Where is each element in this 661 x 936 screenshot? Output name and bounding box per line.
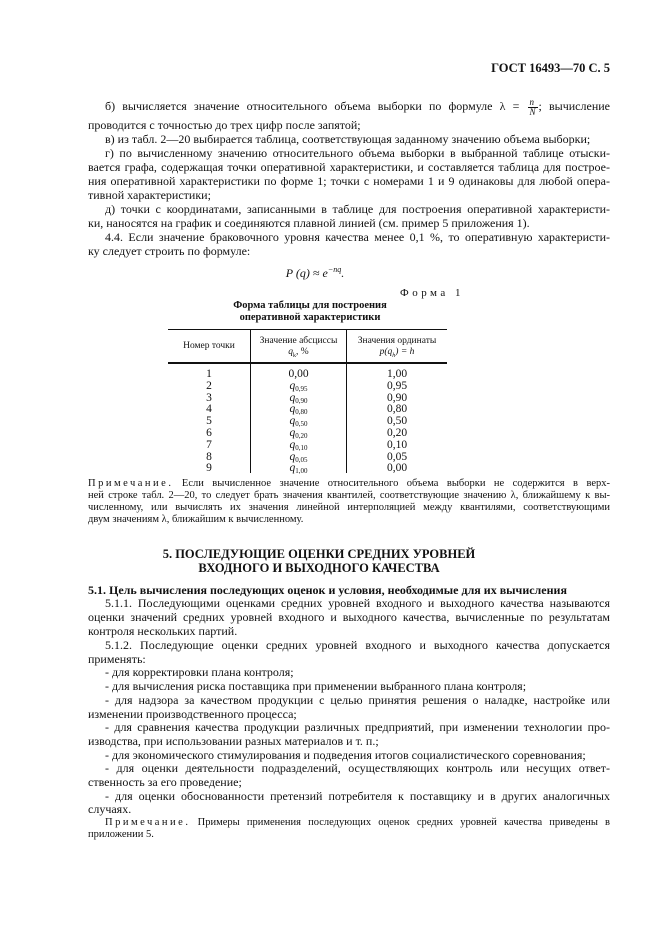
quantile-symbol: q: [289, 403, 296, 416]
text: ; вычисление: [538, 99, 610, 113]
paragraph-g-line: ния оперативной характеристики по форме 1; точки с номерами 1 и 9 одинаковы для любой опера-: [88, 174, 610, 188]
ordinate-value: 0,10: [386, 438, 408, 451]
list-item-continuation: изменении производственного процесса;: [88, 707, 297, 721]
note-line: ней строке табл. 2—20, то следует брать значения квантилей, соответствующие значению λ, ближайшему к вы-: [88, 490, 610, 501]
fraction-denominator: N: [529, 106, 536, 115]
ordinate-value: 0,05: [386, 450, 408, 463]
table-cell-ordinate: [347, 415, 447, 427]
table-cell-point: [168, 439, 250, 451]
table-cell-ordinate: [347, 462, 447, 474]
table-cell-abscissa: [251, 403, 346, 415]
paragraph-b-line: проводится с точностью до трех цифр после запятой;: [88, 118, 361, 132]
point-number: 2: [206, 379, 212, 392]
paragraph-4-4-line: 4.4. Если значение браковочного уровня качества менее 0,1 %, то оперативную характеристи-: [105, 230, 610, 244]
paragraph-5-1-1-line: оценки значений средних уровней входного и выходного качества, вычисленные по результатам: [88, 610, 610, 624]
paragraph-g-line: г) по вычисленному значению относительного объема выборки в выбранной таблице отыски-: [105, 146, 610, 160]
section-heading: ВХОДНОГО И ВЫХОДНОГО КАЧЕСТВА: [198, 561, 440, 575]
list-item: - для экономического стимулирования и подведения итогов социалистического соревнования;: [105, 748, 586, 762]
list-item-continuation: случаях.: [88, 802, 132, 816]
quantile-subscript: 0,05: [295, 455, 308, 464]
paragraph-5-1-1-line: контроля нескольких партий.: [88, 624, 238, 638]
list-item: - для оценки обоснованности претензий потребителя к поставщику и в других аналогичных: [105, 789, 610, 803]
point-number: 4: [206, 403, 212, 416]
paragraph-g-line: вается графа, содержащая точки оперативной характеристики, и составляется таблица для построе-: [88, 160, 610, 174]
unit: , %: [296, 347, 309, 357]
list-item: - для вычисления риска поставщика при применении выбранного плана контроля;: [105, 679, 527, 693]
quantile-symbol: q: [289, 450, 296, 463]
paragraph-d-line: ки, наносятся на график и соединяются плавной линией (см. пример 5 приложения 1).: [88, 216, 530, 230]
fraction-numerator: n: [528, 98, 538, 108]
note-text: Если вычисленное значение относительного объема выборки не содержится в верх-: [181, 478, 610, 489]
ordinate-value: 0,00: [386, 462, 408, 475]
table-cell-ordinate: [347, 439, 447, 451]
header-symbol: [347, 347, 447, 362]
formula: [0, 265, 630, 281]
ordinate-value: 0,90: [386, 391, 408, 404]
paragraph-4-4-line: ку следует строить по формуле:: [88, 244, 251, 258]
paragraph-g-line: тивной характеристики;: [88, 188, 211, 202]
paragraph-b-line: [105, 97, 610, 115]
paragraph-v: в) из табл. 2—20 выбирается таблица, соответствующая заданному значению объема выборки;: [105, 132, 591, 146]
subscript: k: [293, 352, 297, 359]
note-text: Примеры применения последующих оценок средних уровней качества приведены в: [197, 817, 610, 828]
table-cell-point: [168, 451, 250, 463]
table-header-rule: [168, 362, 447, 364]
table-cell-point: [168, 368, 250, 380]
table-cell-abscissa: [251, 392, 346, 404]
text: б) вычисляется значение относительного объема выборки по формуле λ =: [105, 99, 520, 113]
form-label: Форма 1: [400, 287, 465, 299]
table-cell-abscissa: [251, 368, 346, 380]
quantile-symbol: q: [289, 379, 296, 392]
point-number: 5: [206, 415, 212, 428]
formula-base: P (q) ≈ e: [285, 266, 328, 280]
note-label: Примечание.: [105, 817, 191, 828]
quantile-symbol: q: [289, 438, 296, 451]
table-header-abscissa: [251, 336, 346, 362]
note-line: [88, 478, 610, 490]
header-text: Значение абсциссы: [259, 336, 338, 346]
list-item-continuation: изводства, при использовании разных материалов и т. п.;: [88, 734, 379, 748]
note-line: [105, 817, 610, 829]
table-cell-ordinate: [347, 380, 447, 392]
table-cell-abscissa: [251, 462, 346, 474]
table-top-rule: [168, 329, 447, 330]
list-item: - для сравнения качества продукции различных предприятий, при изменении технологии про-: [105, 720, 610, 734]
table-title: оперативной характеристики: [239, 312, 381, 323]
point-number: 6: [206, 427, 212, 439]
table-cell-point: [168, 427, 250, 439]
note-line: приложении 5.: [88, 829, 154, 840]
formula-end: .: [341, 266, 345, 280]
point-number: 3: [206, 391, 212, 404]
table-cell-ordinate: [347, 427, 447, 439]
point-number: 1: [206, 368, 212, 380]
table-cell-abscissa: [251, 415, 346, 427]
quantile-subscript: 1,00: [295, 467, 308, 476]
paragraph-d-line: д) точки с координатами, записанными в таблице для построения оперативной характеристи-: [105, 202, 610, 216]
list-item: - для корректировки плана контроля;: [105, 665, 294, 679]
ordinate-value: 0,50: [386, 415, 408, 428]
header-text: Значения ординаты: [357, 336, 437, 346]
point-number: 9: [206, 462, 212, 475]
page-header: ГОСТ 16493—70 С. 5: [491, 61, 610, 75]
table-cell-abscissa: [251, 380, 346, 392]
note-line: двум значениям λ, ближайшим к вычисленному.: [88, 514, 304, 525]
subscript: h: [392, 352, 396, 359]
point-number: 8: [206, 450, 212, 463]
table-cell-point: [168, 392, 250, 404]
point-number: 7: [206, 438, 212, 451]
ordinate-value: 1,00: [386, 368, 408, 380]
table-cell-point: [168, 415, 250, 427]
quantile-symbol: q: [289, 462, 296, 475]
quantile-subscript: 0,50: [295, 420, 308, 429]
quantile-symbol: q: [289, 391, 296, 404]
quantile-symbol: q: [289, 415, 296, 428]
abscissa-value: 0,00: [288, 368, 309, 380]
quantile-subscript: 0,90: [295, 396, 308, 405]
symbol: q: [288, 347, 294, 357]
table-cell-point: [168, 462, 250, 474]
table-cell-abscissa: [251, 427, 346, 439]
paragraph-5-1-2-line: применять:: [88, 652, 146, 666]
note-line: численному, или вычислять их значения линейной интерполяцией между квантилями, соответствующими: [88, 502, 610, 513]
table-cell-ordinate: [347, 368, 447, 380]
paragraph-5-1-1-line: 5.1.1. Последующими оценками средних уровней входного и выходного качества называются: [105, 596, 610, 610]
quantile-subscript: 0,95: [295, 384, 308, 393]
ordinate-value: 0,80: [386, 403, 408, 416]
section-heading: 5. ПОСЛЕДУЮЩИЕ ОЦЕНКИ СРЕДНИХ УРОВНЕЙ: [162, 547, 476, 561]
list-item: - для надзора за качеством продукции с целью принятия решения о наладке, настройке или: [105, 693, 610, 707]
fraction-n-over-N: [528, 98, 538, 115]
list-item: - для оценки деятельности подразделений, осуществляющих контроль или несущих ответ-: [105, 761, 610, 775]
table-cell-ordinate: [347, 392, 447, 404]
symbol: p(q: [379, 347, 393, 357]
header-symbol: [251, 347, 346, 362]
note-label: Примечание.: [88, 478, 174, 489]
quantile-symbol: q: [289, 427, 296, 439]
symbol-end: ) = h: [395, 347, 415, 357]
subsection-heading: 5.1. Цель вычисления последующих оценок и условия, необходимые для их вычисления: [88, 583, 567, 597]
quantile-subscript: 0,10: [295, 443, 308, 452]
list-item-continuation: ственность за его проведение;: [88, 775, 242, 789]
paragraph-5-1-2-line: 5.1.2. Последующие оценки средних уровней входного и выходного качества допускается: [105, 638, 610, 652]
table-cell-ordinate: [347, 451, 447, 463]
ordinate-value: 0,95: [386, 379, 408, 392]
quantile-subscript: 0,80: [295, 408, 308, 417]
table-cell-point: [168, 403, 250, 415]
formula-exponent: −nq: [327, 265, 342, 274]
table-header-point-number: Номер точки: [183, 341, 235, 351]
table-header-ordinate: [347, 336, 447, 362]
table-title: Форма таблицы для построения: [233, 300, 387, 311]
quantile-subscript: 0,20: [295, 432, 308, 440]
table-cell-abscissa: [251, 451, 346, 463]
table-cell-abscissa: [251, 439, 346, 451]
table-cell-ordinate: [347, 403, 447, 415]
table-cell-point: [168, 380, 250, 392]
ordinate-value: 0,20: [386, 427, 408, 439]
